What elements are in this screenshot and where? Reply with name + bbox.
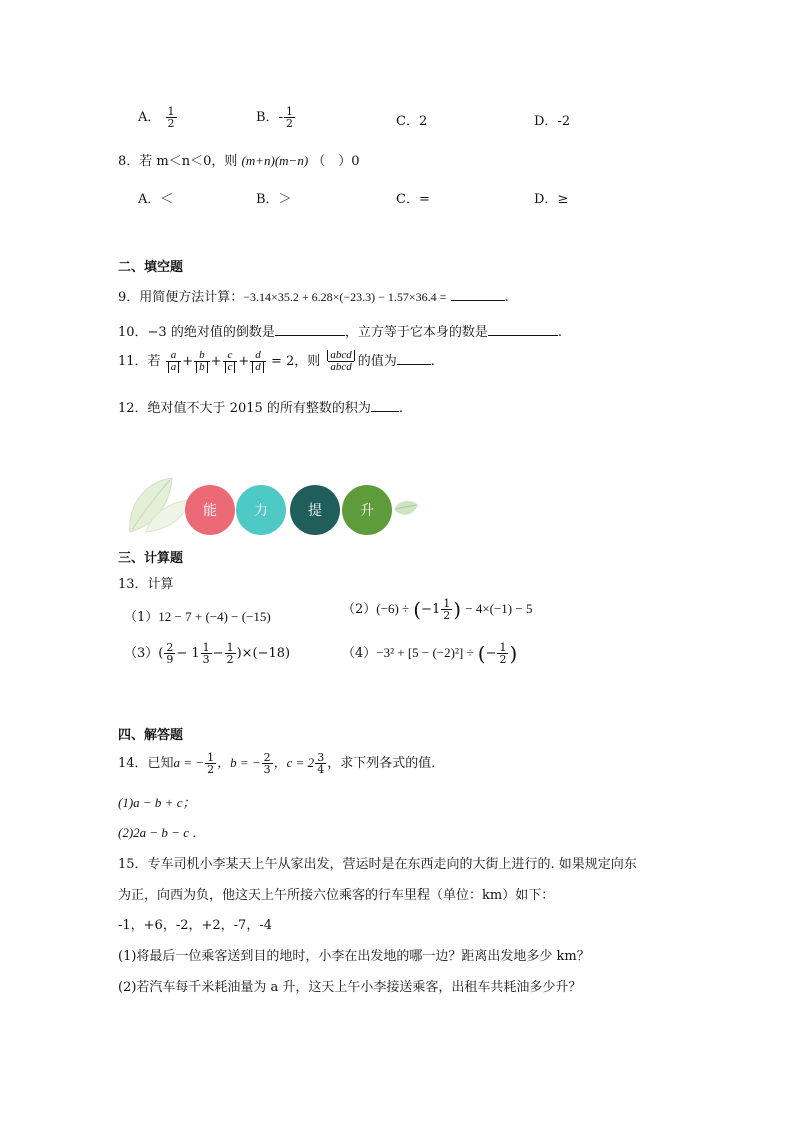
banner-circle-3: 提 [290, 485, 340, 535]
fraction-half: $\frac{1}{2}$ [167, 105, 175, 130]
question-12: 12．绝对值不大于 2015 的所有整数的积为 . [118, 401, 404, 416]
section-title-answer: 四、解答题 [118, 728, 184, 743]
q15-line-4: (1)将最后一位乘客送到目的地时，小李在出发地的哪一边？距离出发地多少 km？ [118, 949, 590, 964]
q15-line-1: 15．专车司机小李某天上午从家出发，营运时是在东西走向的大街上进行的. 如果规定向东 [118, 857, 637, 872]
q8-option-d: D．≥ [534, 192, 569, 207]
q8-option-c: C．= [396, 192, 430, 207]
q13-part-3: （3）( $\frac{2}{9}$ − 1 $\frac{1}{3}$ − $\frac{1}{2}$ )×(−18) [124, 641, 291, 666]
answer-blank[interactable] [397, 352, 431, 365]
q7-option-d: D．-2 [534, 114, 571, 129]
q15-line-2: 为正，向西为负，他这天上午所接六位乘客的行车里程（单位：km）如下： [118, 888, 555, 903]
q15-line-5: (2)若汽车每千米耗油量为 a 升，这天上午小李接送乘客，出租车共耗油多少升？ [118, 980, 582, 995]
question-14: 14．已知a = − $\frac{1}{2}$ ，b = − $\frac{2}{3}$ ，c = 2 $\frac{3}{4}$ ，求下列各式的值． [118, 751, 445, 776]
question-9: 9．用简便方法计算：−3.14×35.2 + 6.28×(−23.3) − 1.57×36.4 = . [118, 290, 509, 305]
q15-line-3: -1，+6，-2，+2，-7，-4 [118, 918, 272, 933]
question-8: 8．若 m＜n＜0，则 (m+n)(m−n) （ ）0 [118, 153, 360, 169]
banner-circle-4: 升 [342, 485, 392, 535]
question-11: 11．若 $\frac{a}{a}$ + $\frac{b}{b}$ + $\frac{c}{c}$ + $\frac{d}{d}$ = 2，则 $\frac{\text{abcd}}{\text{abcd}}$ 的值为 . [118, 349, 435, 373]
answer-blank[interactable] [371, 399, 399, 412]
leaf-decoration-icon [124, 476, 194, 538]
q14-part-2: (2)2a − b − c ． [118, 825, 206, 840]
section-title-fill-in: 二、填空题 [118, 260, 184, 275]
banner-circle-2: 力 [236, 485, 286, 535]
small-leaf-icon [392, 497, 420, 525]
question-10: 10．−3 的绝对值的倒数是 ，立方等于它本身的数是 . [118, 325, 562, 340]
q7-option-a: A． $\frac{1}{2}$ [138, 105, 175, 130]
answer-blank[interactable] [451, 288, 505, 301]
answer-blank[interactable] [275, 323, 345, 336]
q13-part-4: （4）−3² + [5 − (−2)²] ÷ (− $\frac{1}{2}$ ) [342, 641, 518, 666]
answer-blank[interactable] [488, 323, 558, 336]
q8-option-a: A．＜ [138, 192, 174, 207]
banner-circle-1: 能 [185, 485, 235, 535]
q13-part-2: （2）(−6) ÷ (−1 $\frac{1}{2}$ ) − 4×(−1) − 5 [342, 597, 533, 622]
q8-option-b: B．＞ [256, 192, 292, 207]
fraction-half: $\frac{1}{2}$ [285, 105, 293, 130]
section-title-calculation: 三、计算题 [118, 551, 184, 566]
q7-option-c: C．2 [396, 114, 428, 129]
question-13: 13．计算 [118, 577, 174, 592]
q13-part-1: （1）12 − 7 + (−4) − (−15) [124, 609, 271, 625]
q14-part-1: (1)a − b + c； [118, 795, 196, 810]
q7-option-b: B．- $\frac{1}{2}$ [256, 105, 293, 130]
